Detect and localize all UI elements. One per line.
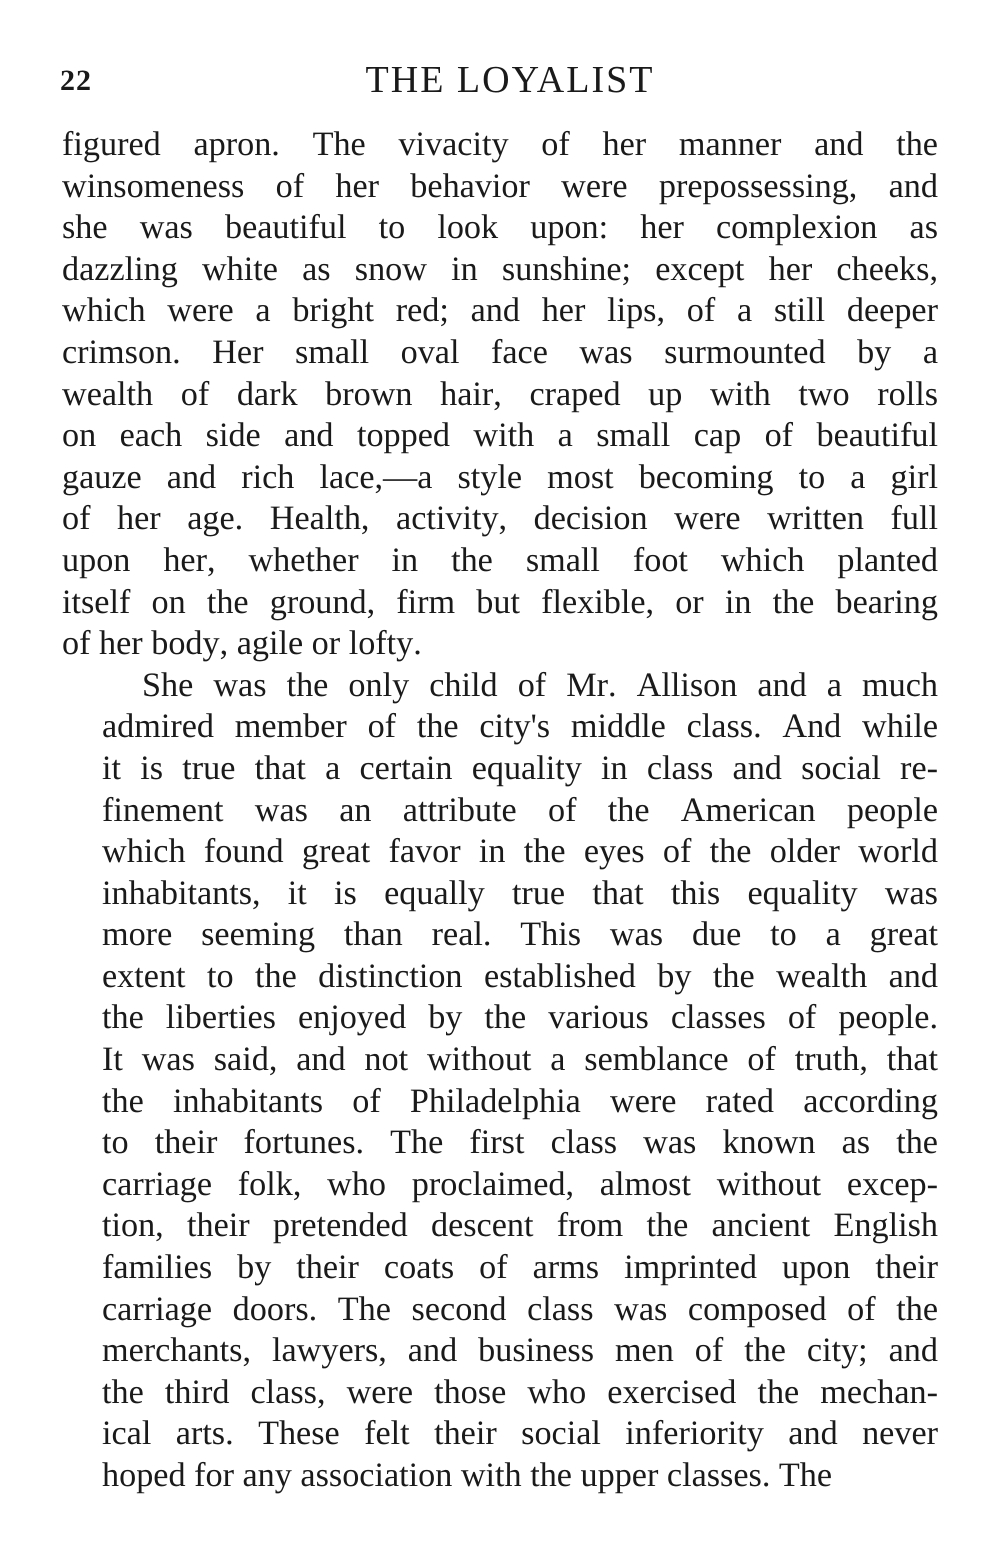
text-line: It was said, and not without a semblance of truth, that [102, 1041, 938, 1079]
page-number: 22 [60, 64, 92, 97]
text-line: She was the only child of Mr. Allison and a much [142, 666, 938, 704]
text-line: which were a bright red; and her lips, of a still deeper [62, 292, 938, 330]
text-line: the third class, were those who exercised the mechan- [102, 1373, 938, 1411]
text-line: more seeming than real. This was due to a great [102, 916, 938, 954]
text-line: which found great favor in the eyes of the older world [102, 833, 938, 871]
text-line: extent to the distinction established by the wealth and [102, 957, 938, 995]
text-line: inhabitants, it is equally true that this equality was [102, 874, 938, 912]
text-line: of her body, agile or lofty. [62, 625, 422, 663]
text-line: figured apron. The vivacity of her manner and the [62, 126, 938, 163]
text-line: itself on the ground, firm but flexible, or in the bearing [62, 583, 938, 621]
text-line: the inhabitants of Philadelphia were rated according [102, 1082, 938, 1120]
text-line: the liberties enjoyed by the various classes of people. [102, 999, 938, 1037]
body-text [62, 124, 938, 1497]
running-head [60, 58, 940, 104]
text-line: dazzling white as snow in sunshine; except her cheeks, [62, 250, 938, 288]
book-title: THE LOYALIST [365, 59, 655, 101]
text-line: wealth of dark brown hair, craped up with two rolls [62, 375, 938, 413]
text-line: finement was an attribute of the American people [102, 791, 938, 829]
text-line: to their fortunes. The first class was known as the [102, 1124, 938, 1162]
paragraph [62, 124, 938, 665]
text-line: admired member of the city's middle class. And while [102, 708, 938, 746]
text-line: gauze and rich lace,—a style most becoming to a girl [62, 458, 938, 496]
text-line: winsomeness of her behavior were prepossessing, and [62, 167, 938, 205]
text-line: carriage doors. The second class was composed of the [102, 1290, 938, 1328]
text-line: of her age. Health, activity, decision were written full [62, 500, 938, 538]
text-line: it is true that a certain equality in class and social re- [102, 749, 938, 787]
text-line: families by their coats of arms imprinted upon their [102, 1249, 938, 1287]
text-line: hoped for any association with the upper classes. The [102, 1457, 833, 1494]
paragraph [62, 665, 938, 1497]
text-line: crimson. Her small oval face was surmounted by a [62, 333, 938, 371]
text-line: tion, their pretended descent from the ancient English [102, 1207, 938, 1245]
text-line: upon her, whether in the small foot which planted [62, 541, 938, 579]
text-line: she was beautiful to look upon: her complexion as [62, 209, 938, 247]
text-line: carriage folk, who proclaimed, almost without excep- [102, 1165, 938, 1203]
text-line: ical arts. These felt their social inferiority and never [102, 1415, 938, 1453]
text-line: on each side and topped with a small cap of beautiful [62, 417, 938, 455]
text-line: merchants, lawyers, and business men of the city; and [102, 1332, 938, 1370]
